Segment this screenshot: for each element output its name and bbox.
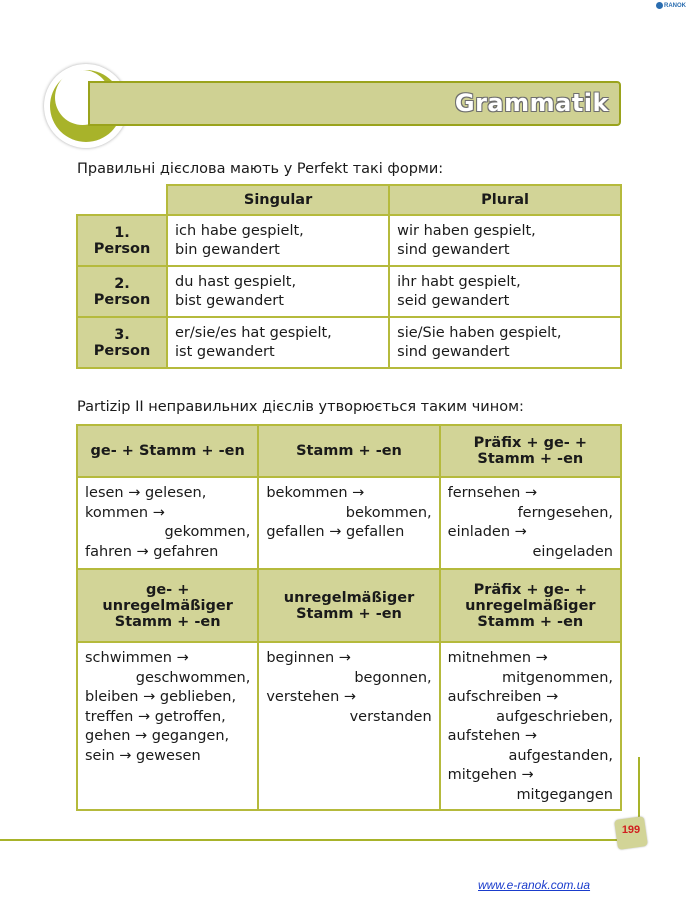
example-line: bekommen, [345,504,432,521]
header-plural: Plural [389,185,621,215]
examples-cell [440,477,621,569]
partizip-table [76,424,622,811]
page-divider [0,839,618,841]
example-line: mitgehen → [447,767,534,783]
example-line: kommen → [85,504,165,521]
example-line: fernsehen → [447,485,538,501]
page-number: 199 [621,824,641,836]
example-line: mitnehmen → [447,650,548,666]
example-line: eingeladen [532,543,613,560]
logo-mark-icon [656,2,663,9]
logo-text: RANOK [664,3,686,10]
example-line: lesen → gelesen, [85,485,207,501]
example-line: treffen → getroffen, [85,708,226,725]
header-praefix-ge-stamm-en: Präfix + ge- + Stamm + -en [440,425,621,477]
form-line: sind gewandert [397,241,510,258]
examples-cell [77,642,258,810]
example-line: aufschreiben → [447,689,559,705]
example-line: aufgeschrieben, [496,708,613,725]
page-divider-vertical [638,757,640,819]
singular-cell [167,215,389,266]
example-line: verstanden [349,708,432,725]
header-singular: Singular [167,185,389,215]
examples-cell [258,642,439,810]
examples-cell [258,477,439,569]
header-ge-stamm-en: ge- + Stamm + -en [77,425,258,477]
example-line: gefallen → gefallen [266,524,405,540]
section-title: Grammatik [454,89,609,117]
table-row [77,215,621,266]
form-line: ist gewandert [175,343,275,360]
person-label: 1. Person [77,215,167,266]
example-line: ferngesehen, [517,504,613,521]
example-line: aufgestanden, [508,747,613,764]
table-row [77,642,621,810]
plural-cell [389,266,621,317]
table-corner [77,185,167,215]
example-line: einladen → [447,524,527,540]
examples-cell [77,477,258,569]
examples-cell [440,642,621,810]
example-line: bleiben → geblieben, [85,689,237,705]
example-line: gehen → gegangen, [85,728,230,744]
intro-irregular-verbs: Partizip II неправильних дієслів утворюється таким чином: [77,399,524,415]
footer-url-link[interactable]: www.e-ranok.com.ua [478,878,591,892]
intro-regular-verbs: Правильні дієслова мають у Perfekt такі форми: [77,161,444,177]
table-row [77,266,621,317]
person-label: 2. Person [77,266,167,317]
form-line: du hast gespielt, [175,273,297,290]
header-praefix-ge-unregelmaessiger-stamm-en: Präfix + ge- + unregelmäßiger Stamm + -en [440,569,621,642]
header-ge-unregelmaessiger-stamm-en: ge- + unregelmäßiger Stamm + -en [77,569,258,642]
header-unregelmaessiger-stamm-en: unregelmäßiger Stamm + -en [258,569,439,642]
form-line: ihr habt gespielt, [397,273,521,290]
example-line: sein → gewesen [85,747,201,764]
plural-cell [389,317,621,368]
header-stamm-en: Stamm + -en [258,425,439,477]
form-line: bist gewandert [175,292,284,309]
section-banner [88,81,621,126]
form-line: ich habe gespielt, [175,222,304,239]
form-line: sie/Sie haben gespielt, [397,324,562,341]
form-line: sind gewandert [397,343,510,360]
example-line: mitgenommen, [502,669,613,686]
example-line: gekommen, [164,524,251,540]
person-label: 3. Person [77,317,167,368]
form-line: bin gewandert [175,241,280,258]
table-row [77,317,621,368]
example-line: fahren → gefahren [85,543,219,560]
example-line: geschwommen, [135,669,251,686]
example-line: bekommen → [266,485,365,501]
example-line: beginnen → [266,650,351,666]
example-line: mitgegangen [516,786,613,803]
form-line: seid gewandert [397,292,510,309]
singular-cell [167,266,389,317]
example-line: schwimmen → [85,650,189,666]
form-line: er/sie/es hat gespielt, [175,324,332,341]
example-line: aufstehen → [447,728,538,744]
singular-cell [167,317,389,368]
table-row [77,477,621,569]
publisher-logo [656,2,696,12]
example-line: begonnen, [354,669,432,686]
plural-cell [389,215,621,266]
perfekt-forms-table [76,184,622,369]
example-line: verstehen → [266,689,357,705]
form-line: wir haben gespielt, [397,222,536,239]
